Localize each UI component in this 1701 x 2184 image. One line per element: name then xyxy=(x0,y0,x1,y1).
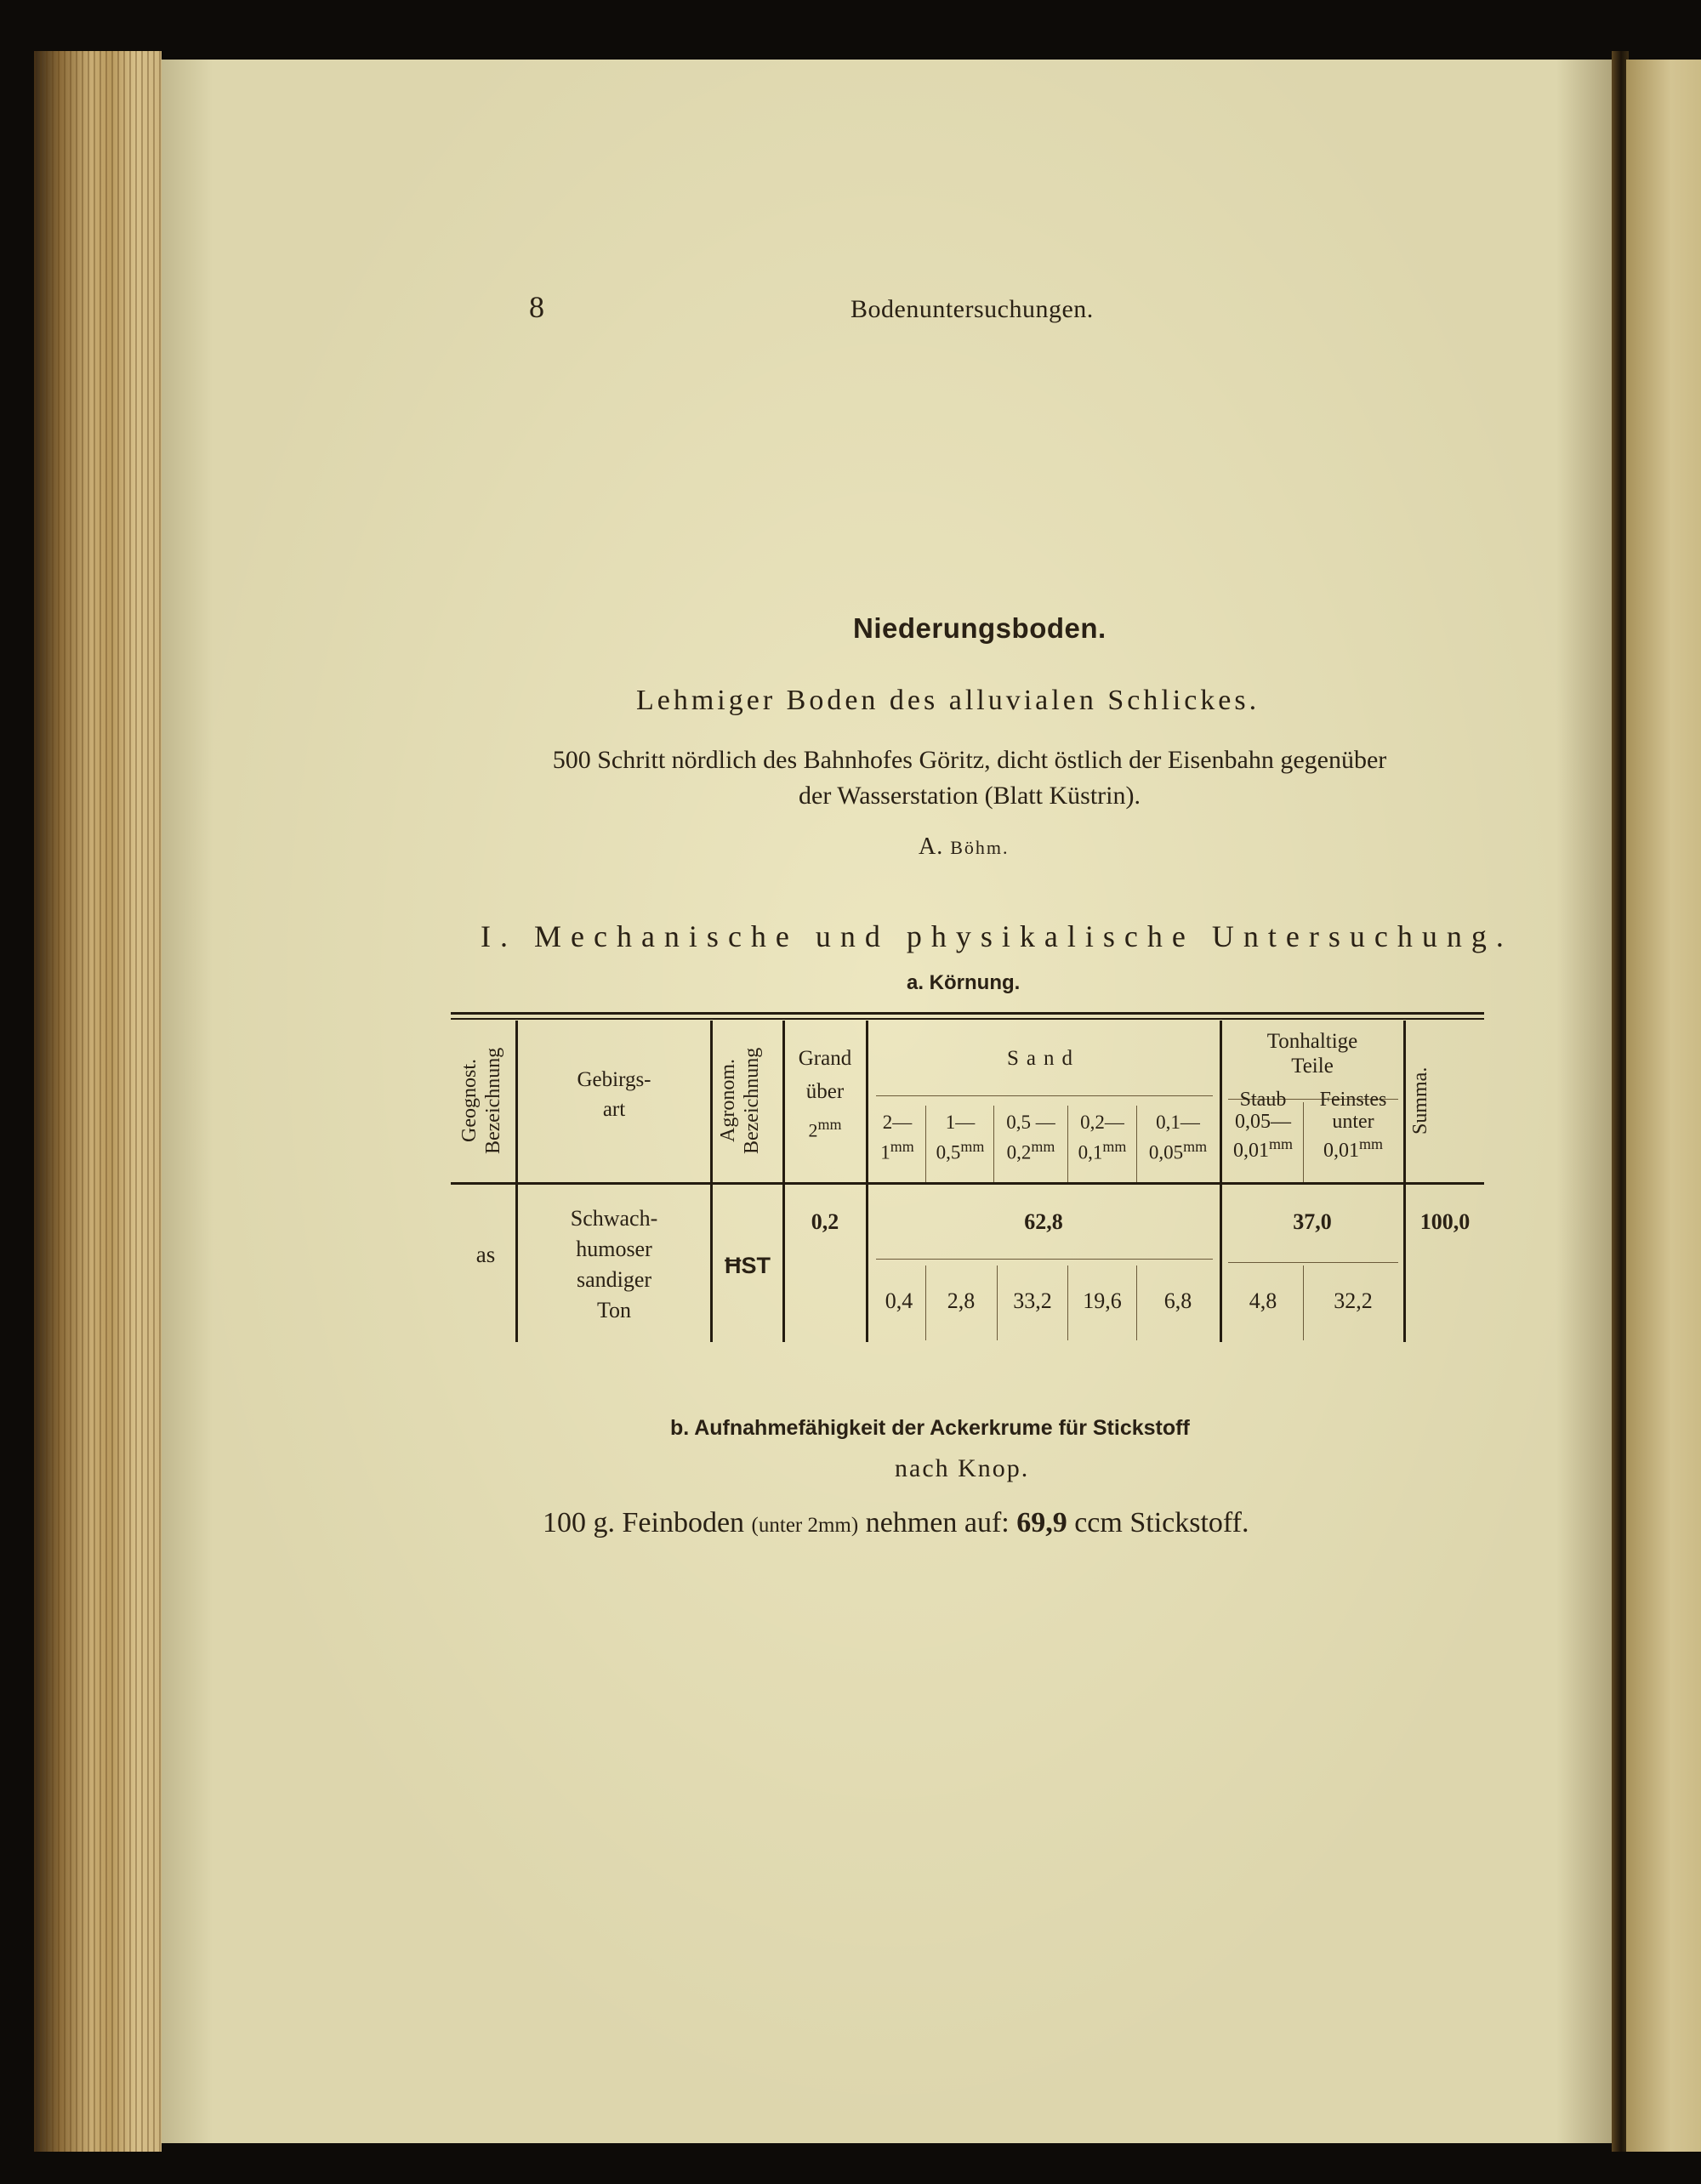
sand-sub-line-2 xyxy=(993,1106,994,1182)
feinstes-unit: mm xyxy=(1358,1135,1383,1152)
sand-sub-3-unit: mm xyxy=(1031,1138,1055,1155)
sand-sub-5-unit: mm xyxy=(1183,1138,1208,1155)
staub-unit: mm xyxy=(1268,1135,1293,1152)
text-start: 100 g. Feinboden xyxy=(543,1507,745,1538)
text-paren: (unter 2mm) xyxy=(751,1514,859,1537)
book-page-edges xyxy=(34,51,162,2152)
header-staub-2: 0,05— xyxy=(1235,1111,1291,1133)
header-staub-3: 0,01 xyxy=(1232,1140,1269,1162)
text-mid: nehmen auf: xyxy=(865,1507,1010,1538)
sand-sub-4-top: 0,2— xyxy=(1080,1112,1124,1133)
header-ton-1: Tonhaltige xyxy=(1266,1030,1358,1053)
sand-sub-5-bottom: 0,05 xyxy=(1148,1141,1184,1163)
text-value: 69,9 xyxy=(1016,1507,1067,1538)
sand-body-line-2 xyxy=(997,1265,998,1340)
sand-sub-2-top: 1— xyxy=(945,1112,976,1133)
header-gebirgsart-2: art xyxy=(602,1098,626,1121)
row-sand-total: 62,8 xyxy=(1024,1209,1063,1234)
table-top-rule xyxy=(451,1012,1484,1015)
header-grand-2: über xyxy=(805,1080,845,1103)
header-grand-unit: mm xyxy=(817,1116,842,1133)
header-geognost: Geognost. Bezeichnung xyxy=(458,1047,504,1154)
author-initial: A. xyxy=(919,833,944,860)
sand-body-rule xyxy=(876,1259,1213,1260)
sand-sub-5-top: 0,1— xyxy=(1156,1112,1200,1133)
sand-sub-3 xyxy=(995,1110,1067,1165)
table-top-rule-2 xyxy=(451,1018,1484,1020)
col-line-2 xyxy=(710,1021,713,1342)
row-sand-2: 2,8 xyxy=(947,1288,976,1313)
table-caption: a. Körnung. xyxy=(907,971,1021,994)
row-sand-1: 0,4 xyxy=(885,1288,913,1313)
header-grand-1: Grand xyxy=(798,1047,852,1070)
sand-body-line-3 xyxy=(1067,1265,1068,1340)
section-title: I. Mechanische und physikalische Untersuchung. xyxy=(481,919,1513,953)
ton-sub-line xyxy=(1303,1102,1304,1182)
row-gebirgsart xyxy=(521,1203,708,1326)
header-gebirgsart-1: Gebirgs- xyxy=(577,1068,651,1091)
header-feinstes xyxy=(1305,1089,1402,1162)
header-ton-2: Teile xyxy=(1291,1055,1334,1078)
ton-body-rule xyxy=(1228,1262,1398,1263)
sand-sub-2-bottom: 0,5 xyxy=(936,1141,961,1163)
row-geognost: as xyxy=(475,1242,496,1267)
row-ton-1: 4,8 xyxy=(1249,1288,1277,1313)
row-sand-4: 19,6 xyxy=(1083,1288,1122,1313)
row-gebirgsart-1: Schwach- xyxy=(570,1206,658,1231)
sand-sub-rule xyxy=(876,1095,1213,1096)
section-b-title: b. Aufnahmefähigkeit der Ackerkrume für Stickstoff xyxy=(670,1416,1190,1440)
sand-sub-2 xyxy=(927,1110,993,1165)
sand-sub-line-1 xyxy=(925,1106,926,1182)
col-line-1 xyxy=(515,1021,518,1342)
sand-body-line-1 xyxy=(925,1265,926,1340)
header-feinstes-3: 0,01 xyxy=(1323,1140,1359,1162)
row-agronom: ĦST xyxy=(725,1253,771,1278)
sand-sub-4-bottom: 0,1 xyxy=(1078,1141,1103,1163)
row-summa: 100,0 xyxy=(1419,1209,1471,1234)
section-b-subtitle: nach Knop. xyxy=(895,1454,1030,1482)
sand-sub-2-unit: mm xyxy=(960,1138,985,1155)
row-grand: 0,2 xyxy=(811,1209,839,1234)
header-grand-3: 2 xyxy=(808,1119,818,1141)
header-grand xyxy=(784,1046,866,1142)
heading: Niederungsboden. xyxy=(853,612,1107,644)
ton-body-line xyxy=(1303,1265,1304,1340)
text-end: ccm Stickstoff. xyxy=(1074,1507,1249,1538)
subheading: Lehmiger Boden des alluvialen Schlickes. xyxy=(636,685,1260,716)
author xyxy=(919,833,1010,861)
sand-sub-3-top: 0,5 — xyxy=(1006,1112,1055,1133)
row-ton-total: 37,0 xyxy=(1293,1209,1332,1234)
row-gebirgsart-3: sandiger xyxy=(576,1267,652,1292)
header-staub-1: Staub xyxy=(1239,1089,1287,1111)
author-name: Böhm. xyxy=(950,837,1010,858)
header-staub xyxy=(1223,1089,1303,1162)
facing-page-edge xyxy=(1626,60,1701,2152)
header-tonhaltige xyxy=(1223,1029,1402,1078)
sand-sub-4 xyxy=(1069,1110,1135,1165)
col-line-4 xyxy=(866,1021,868,1342)
header-agronom: Agronom. Bezeichnung xyxy=(717,1047,763,1154)
header-sand: Sand xyxy=(1007,1047,1080,1070)
sand-sub-3-bottom: 0,2 xyxy=(1006,1141,1032,1163)
sand-sub-1 xyxy=(871,1110,924,1165)
row-gebirgsart-2: humoser xyxy=(576,1237,652,1261)
col-line-6 xyxy=(1403,1021,1406,1342)
sand-body-line-4 xyxy=(1136,1265,1137,1340)
header-summa: Summa. xyxy=(1409,1066,1431,1135)
row-ton-2: 32,2 xyxy=(1334,1288,1373,1313)
sand-sub-1-top: 2— xyxy=(882,1112,913,1133)
header-gebirgsart xyxy=(521,1067,708,1122)
table-header-rule xyxy=(451,1182,1484,1185)
header-feinstes-2: unter xyxy=(1332,1111,1374,1133)
running-title: Bodenuntersuchungen. xyxy=(850,295,1094,323)
col-line-5 xyxy=(1220,1021,1222,1342)
sand-sub-1-bottom: 1 xyxy=(880,1141,890,1163)
page-number: 8 xyxy=(529,290,544,324)
section-b-text xyxy=(543,1507,1249,1539)
sand-sub-4-unit: mm xyxy=(1102,1138,1127,1155)
sand-sub-5 xyxy=(1137,1110,1219,1165)
sand-sub-line-3 xyxy=(1067,1106,1068,1182)
header-feinstes-1: Feinstes xyxy=(1319,1089,1387,1111)
location-text xyxy=(459,742,1480,814)
row-sand-5: 6,8 xyxy=(1163,1288,1192,1313)
location-line-2: der Wasserstation (Blatt Küstrin). xyxy=(799,782,1141,810)
sand-sub-1-unit: mm xyxy=(890,1138,914,1155)
row-gebirgsart-4: Ton xyxy=(596,1298,632,1322)
row-sand-3: 33,2 xyxy=(1013,1288,1052,1313)
location-line-1: 500 Schritt nördlich des Bahnhofes Göritz, dicht östlich der Eisenbahn gegenüber xyxy=(552,746,1387,774)
